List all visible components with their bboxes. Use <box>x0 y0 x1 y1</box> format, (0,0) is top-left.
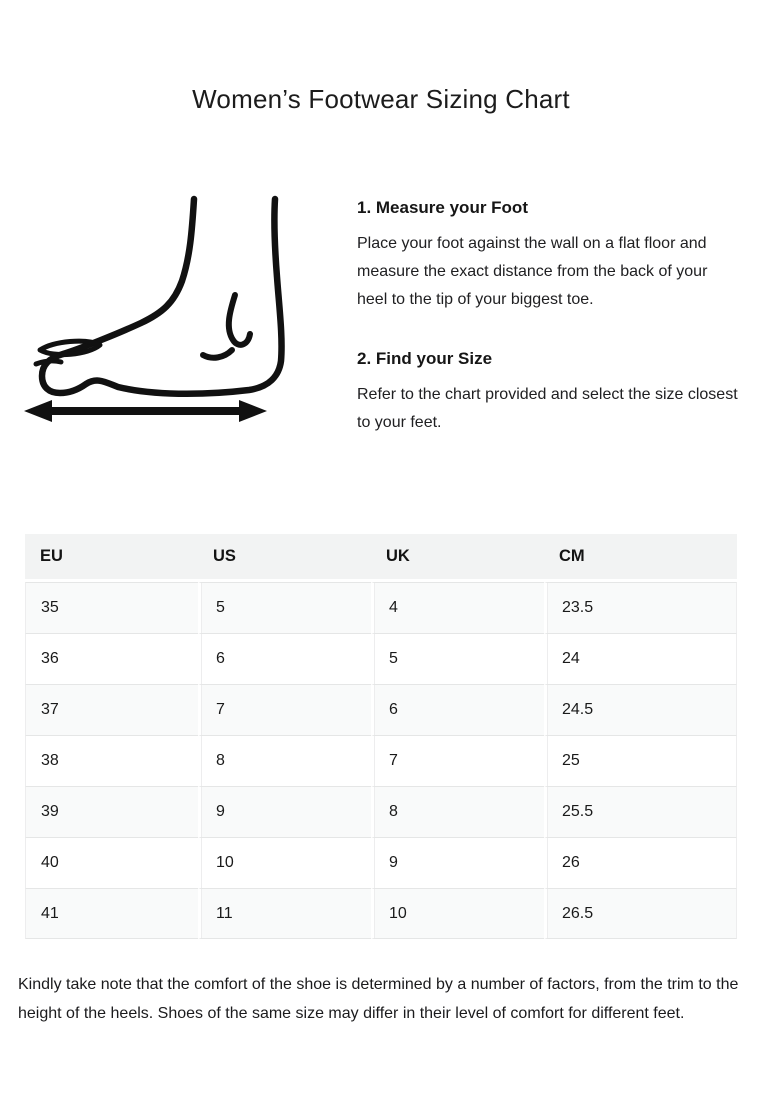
size-cell-eu: 41 <box>25 888 198 939</box>
size-cell-us: 5 <box>198 582 371 633</box>
size-cell-uk: 8 <box>371 786 544 837</box>
ankle-detail-line <box>229 295 250 345</box>
heel-crease-line <box>203 350 232 358</box>
foot-measurement-illustration <box>22 189 322 429</box>
size-cell-uk: 7 <box>371 735 544 786</box>
size-cell-uk: 4 <box>371 582 544 633</box>
size-cell-cm: 23.5 <box>544 582 737 633</box>
size-cell-eu: 37 <box>25 684 198 735</box>
col-header-uk: UK <box>371 534 544 582</box>
size-cell-uk: 5 <box>371 633 544 684</box>
size-conversion-table <box>25 534 737 939</box>
table-row <box>25 633 737 684</box>
col-header-eu: EU <box>25 534 198 582</box>
sizing-chart-page <box>0 84 762 1100</box>
step-1-body: Place your foot against the wall on a flat floor and measure the exact distance from the back of your heel to the tip of your biggest toe. <box>357 235 708 308</box>
size-cell-eu: 36 <box>25 633 198 684</box>
table-row <box>25 786 737 837</box>
size-cell-cm: 26.5 <box>544 888 737 939</box>
step-1-heading: 1. Measure your Foot <box>357 198 528 217</box>
table-row <box>25 684 737 735</box>
measure-arrow-icon <box>24 400 267 422</box>
table-row <box>25 735 737 786</box>
size-cell-uk: 6 <box>371 684 544 735</box>
size-cell-eu: 38 <box>25 735 198 786</box>
col-header-cm: CM <box>544 534 737 582</box>
foot-side-profile-icon <box>22 189 322 429</box>
size-cell-us: 6 <box>198 633 371 684</box>
size-cell-cm: 26 <box>544 837 737 888</box>
size-cell-us: 9 <box>198 786 371 837</box>
header-row <box>25 534 737 582</box>
size-cell-eu: 35 <box>25 582 198 633</box>
table-row <box>25 582 737 633</box>
measure-instructions-section <box>0 189 762 437</box>
comfort-note: Kindly take note that the comfort of the shoe is determined by a number of factors, from the trim to the height of the heels. Shoes of the same size may differ in their level of comfort for different feet. <box>18 976 739 1022</box>
size-cell-eu: 40 <box>25 837 198 888</box>
size-cell-us: 7 <box>198 684 371 735</box>
step-measure-foot <box>357 197 740 314</box>
table-row <box>25 888 737 939</box>
col-header-us: US <box>198 534 371 582</box>
instruction-steps <box>357 189 740 437</box>
toenail-line <box>36 361 61 364</box>
size-cell-cm: 25.5 <box>544 786 737 837</box>
size-cell-cm: 25 <box>544 735 737 786</box>
size-cell-us: 8 <box>198 735 371 786</box>
size-cell-us: 10 <box>198 837 371 888</box>
size-cell-eu: 39 <box>25 786 198 837</box>
size-cell-us: 11 <box>198 888 371 939</box>
big-toe-outline <box>40 341 100 354</box>
size-table-header <box>25 534 737 582</box>
table-row <box>25 837 737 888</box>
step-2-heading: 2. Find your Size <box>357 349 493 368</box>
size-cell-uk: 9 <box>371 837 544 888</box>
size-table-container <box>25 534 737 939</box>
page-title: Women’s Footwear Sizing Chart <box>192 84 570 114</box>
foot-outline <box>42 199 282 394</box>
step-2-body: Refer to the chart provided and select the size closest to your feet. <box>357 386 738 431</box>
size-cell-cm: 24.5 <box>544 684 737 735</box>
size-table-body <box>25 582 737 939</box>
step-find-size <box>357 348 740 437</box>
size-cell-uk: 10 <box>371 888 544 939</box>
size-cell-cm: 24 <box>544 633 737 684</box>
